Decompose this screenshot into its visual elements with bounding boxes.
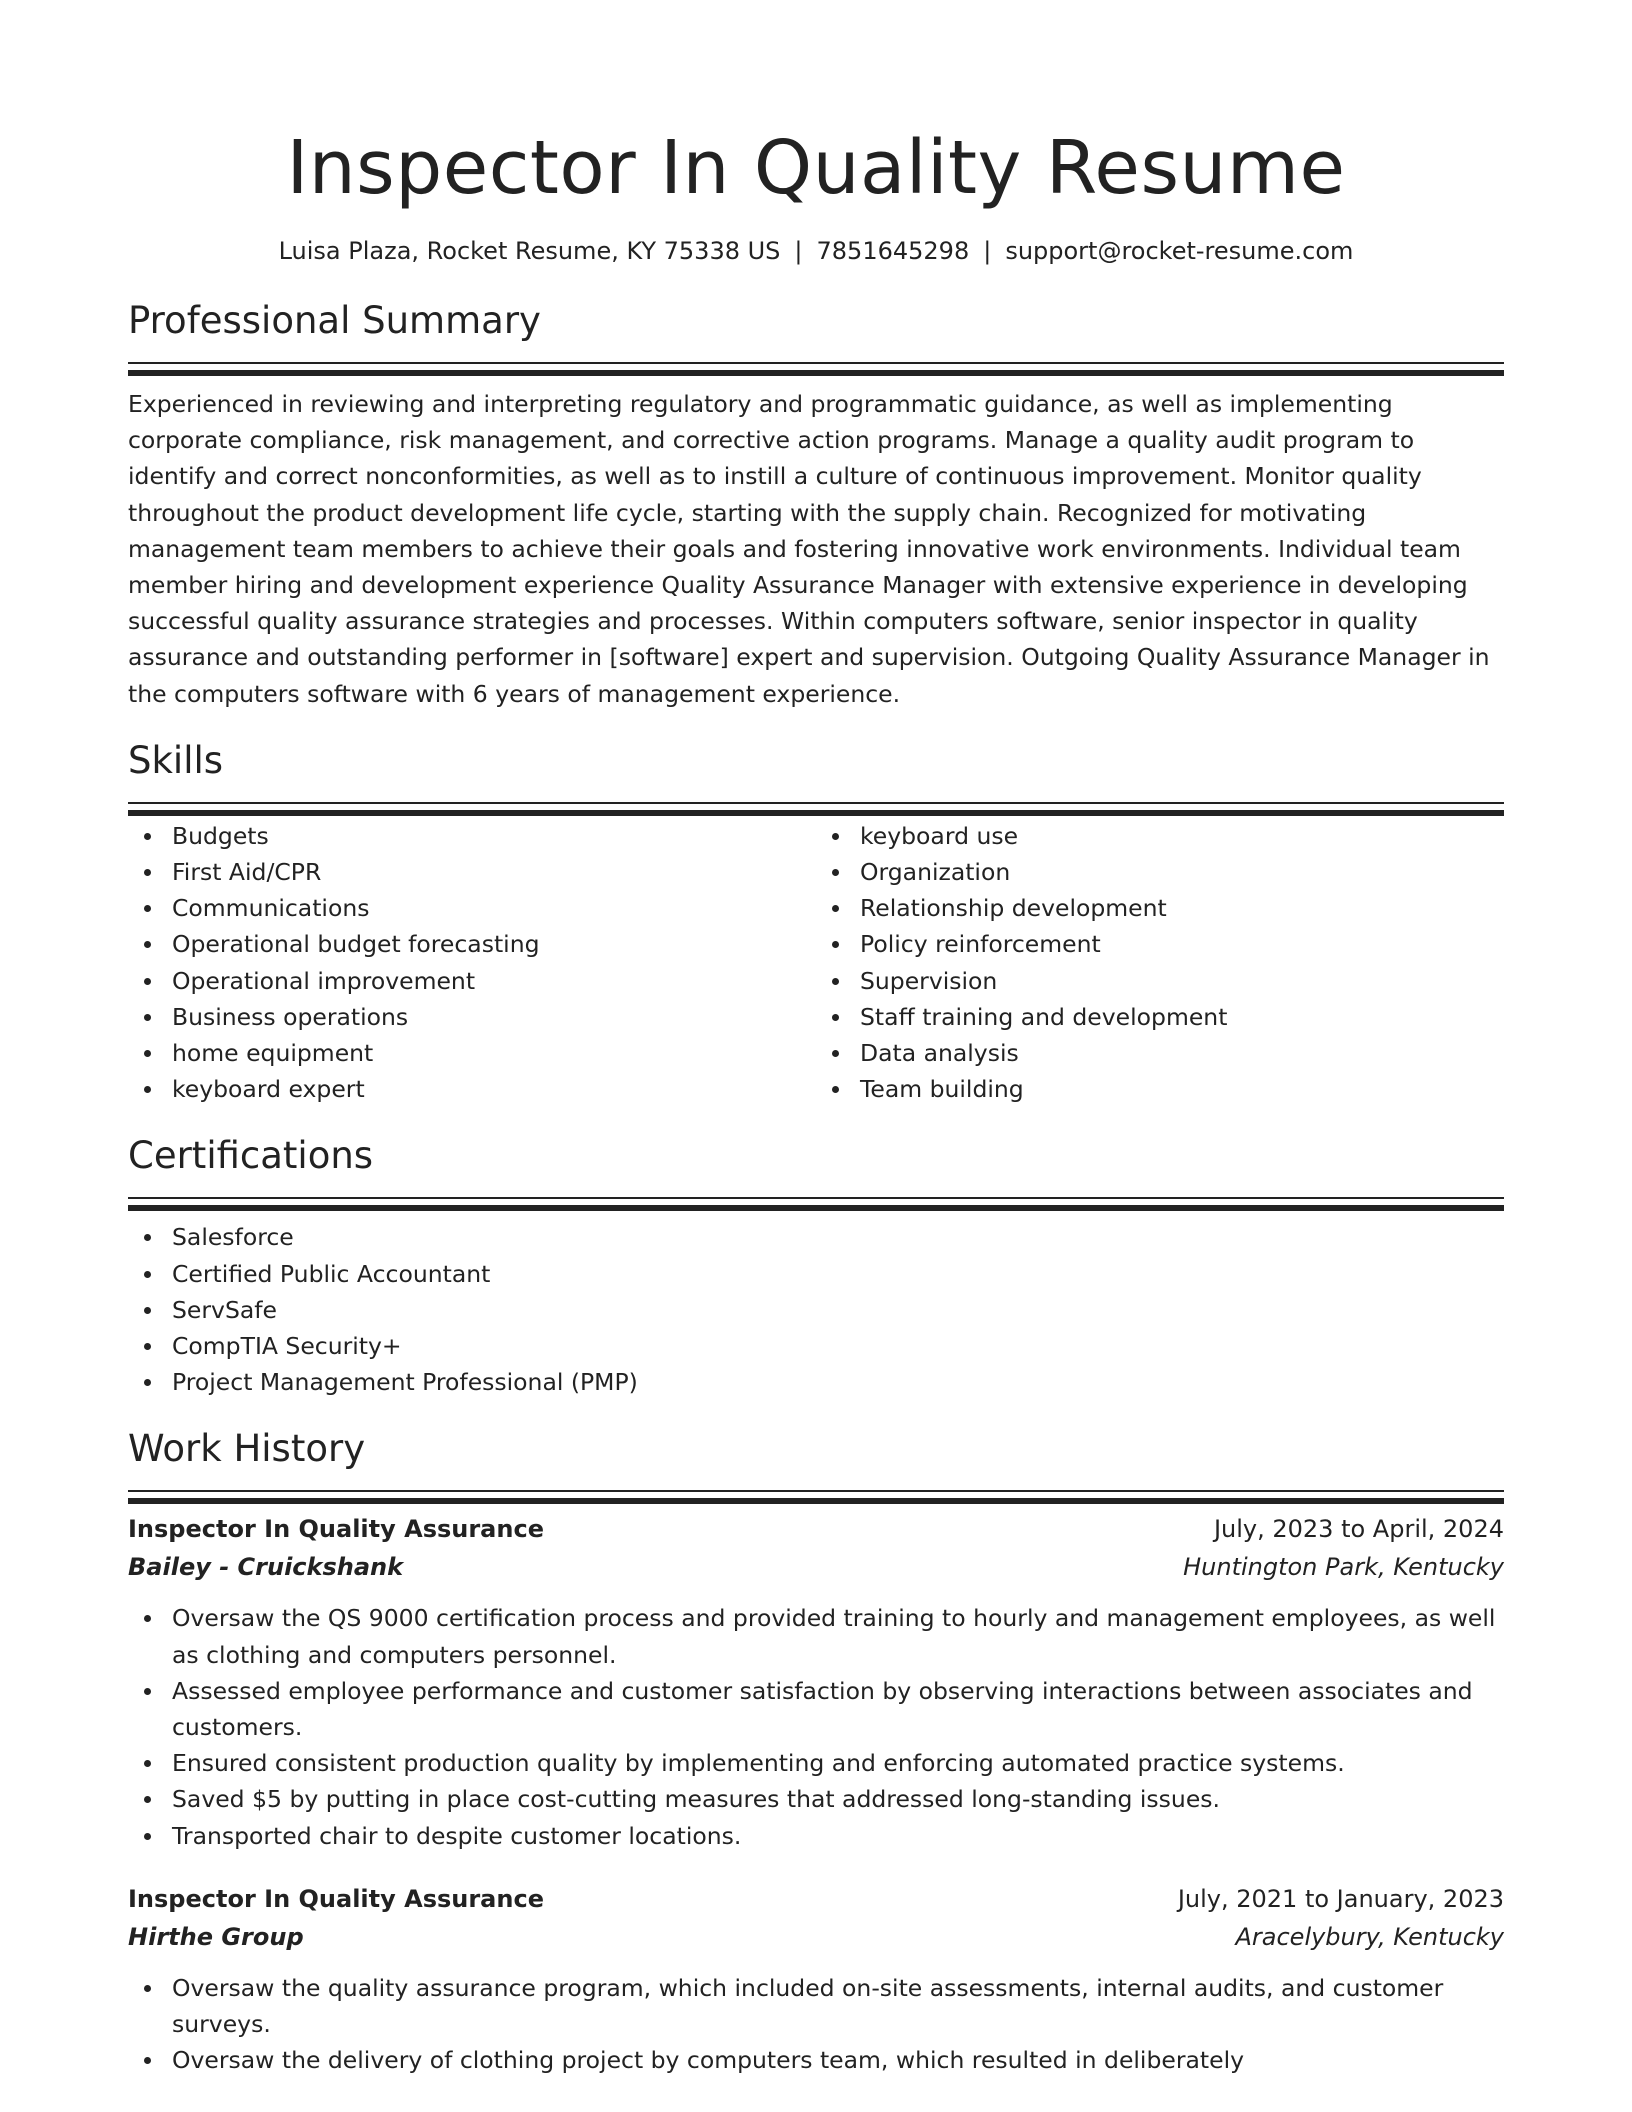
job-location: Aracelybury, Kentucky	[1235, 1922, 1504, 1951]
job-title: Inspector In Quality Assurance	[128, 1884, 544, 1913]
certification-item: Project Management Professional (PMP)	[172, 1364, 1504, 1400]
contact-email: support@rocket-resume.com	[1005, 237, 1354, 265]
job-duty-item: Oversaw the QS 9000 certification process and provided training to hourly and management employees, as well as clothing and computers personnel.	[172, 1600, 1504, 1672]
skill-item: Staff training and development	[860, 999, 1504, 1035]
skills-section	[128, 738, 1504, 1108]
job-dates: July, 2023 to April, 2024	[1213, 1515, 1504, 1544]
skill-item: Team building	[860, 1071, 1504, 1107]
contact-phone: 7851645298	[816, 237, 970, 265]
job-entry	[128, 1510, 1504, 1853]
summary-text: Experienced in reviewing and interpreting regulatory and programmatic guidance, as well as implementing corporate compliance, risk management, and corrective action programs. Manage a quality audit program to identify and correct nonconformities, as well as to instill a culture of continuous improvement. Monitor quality throughout the product development life cycle, starting with the supply chain. Recognized for motivating management team members to achieve their goals and fostering innovative work environments. Individual team member hiring and development experience Quality Assurance Manager with extensive experience in developing successful quality assurance strategies and processes. Within computers software, senior inspector in quality assurance and outstanding performer in [software] expert and supervision. Outgoing Quality Assurance Manager in the computers software with 6 years of management experience.	[128, 390, 1490, 708]
job-duty-item: Ensured consistent production quality by implementing and enforcing automated practice systems.	[172, 1745, 1504, 1781]
job-duty-item: Transported chair to despite customer locations.	[172, 1818, 1504, 1854]
job-duty-item: Saved $5 by putting in place cost-cutting measures that addressed long-standing issues.	[172, 1781, 1504, 1817]
section-divider	[128, 362, 1504, 364]
job-company: Hirthe Group	[128, 1922, 304, 1951]
job-duties-list	[128, 1970, 1504, 2079]
section-divider	[128, 1197, 1504, 1199]
contact-line	[128, 234, 1504, 268]
certification-item: ServSafe	[172, 1292, 1504, 1328]
skill-item: Supervision	[860, 963, 1504, 999]
skill-item: Relationship development	[860, 890, 1504, 926]
page-title: Inspector In Quality Resume	[286, 125, 1346, 211]
contact-separator: |	[794, 237, 803, 265]
skill-item: Operational improvement	[172, 963, 816, 999]
job-duties-list	[128, 1600, 1504, 1853]
skill-item: keyboard expert	[172, 1071, 816, 1107]
job-company: Bailey - Cruickshank	[128, 1553, 404, 1582]
section-heading: Professional Summary	[128, 299, 541, 342]
certification-item: Salesforce	[172, 1219, 1504, 1255]
section-heading: Certifications	[128, 1134, 374, 1178]
skill-item: home equipment	[172, 1035, 816, 1071]
summary-section	[128, 298, 1504, 712]
job-location: Huntington Park, Kentucky	[1183, 1553, 1504, 1582]
certifications-list	[128, 1219, 1504, 1400]
skill-item: keyboard use	[860, 818, 1504, 854]
job-duty-item: Oversaw the quality assurance program, which included on-site assessments, internal audits, and customer surveys.	[172, 1970, 1504, 2042]
skill-item: Business operations	[172, 999, 816, 1035]
skills-list-left	[128, 818, 816, 1108]
job-duty-item: Oversaw the delivery of clothing project by computers team, which resulted in deliberately	[172, 2042, 1504, 2078]
certifications-section	[128, 1133, 1504, 1400]
jobs-list	[128, 1510, 1504, 2078]
section-heading: Work History	[128, 1427, 366, 1471]
job-duty-item: Assessed employee performance and customer satisfaction by observing interactions between associates and customers.	[172, 1673, 1504, 1745]
section-heading: Skills	[128, 738, 224, 782]
skill-item: Organization	[860, 854, 1504, 890]
certification-item: Certified Public Accountant	[172, 1256, 1504, 1292]
job-entry	[128, 1880, 1504, 2079]
certification-item: CompTIA Security+	[172, 1328, 1504, 1364]
job-title: Inspector In Quality Assurance	[128, 1515, 544, 1544]
section-divider	[128, 802, 1504, 804]
skill-item: Data analysis	[860, 1035, 1504, 1071]
job-dates: July, 2021 to January, 2023	[1177, 1884, 1504, 1913]
work-history-section	[128, 1426, 1504, 2078]
skill-item: Budgets	[172, 818, 816, 854]
skill-item: Operational budget forecasting	[172, 926, 816, 962]
skill-item: Communications	[172, 890, 816, 926]
skills-list-right	[816, 818, 1504, 1108]
resume-page	[128, 0, 1504, 2079]
skill-item: First Aid/CPR	[172, 854, 816, 890]
contact-address: Luisa Plaza, Rocket Resume, KY 75338 US	[278, 237, 781, 265]
section-divider	[128, 1490, 1504, 1492]
contact-separator: |	[983, 237, 992, 265]
skill-item: Policy reinforcement	[860, 926, 1504, 962]
